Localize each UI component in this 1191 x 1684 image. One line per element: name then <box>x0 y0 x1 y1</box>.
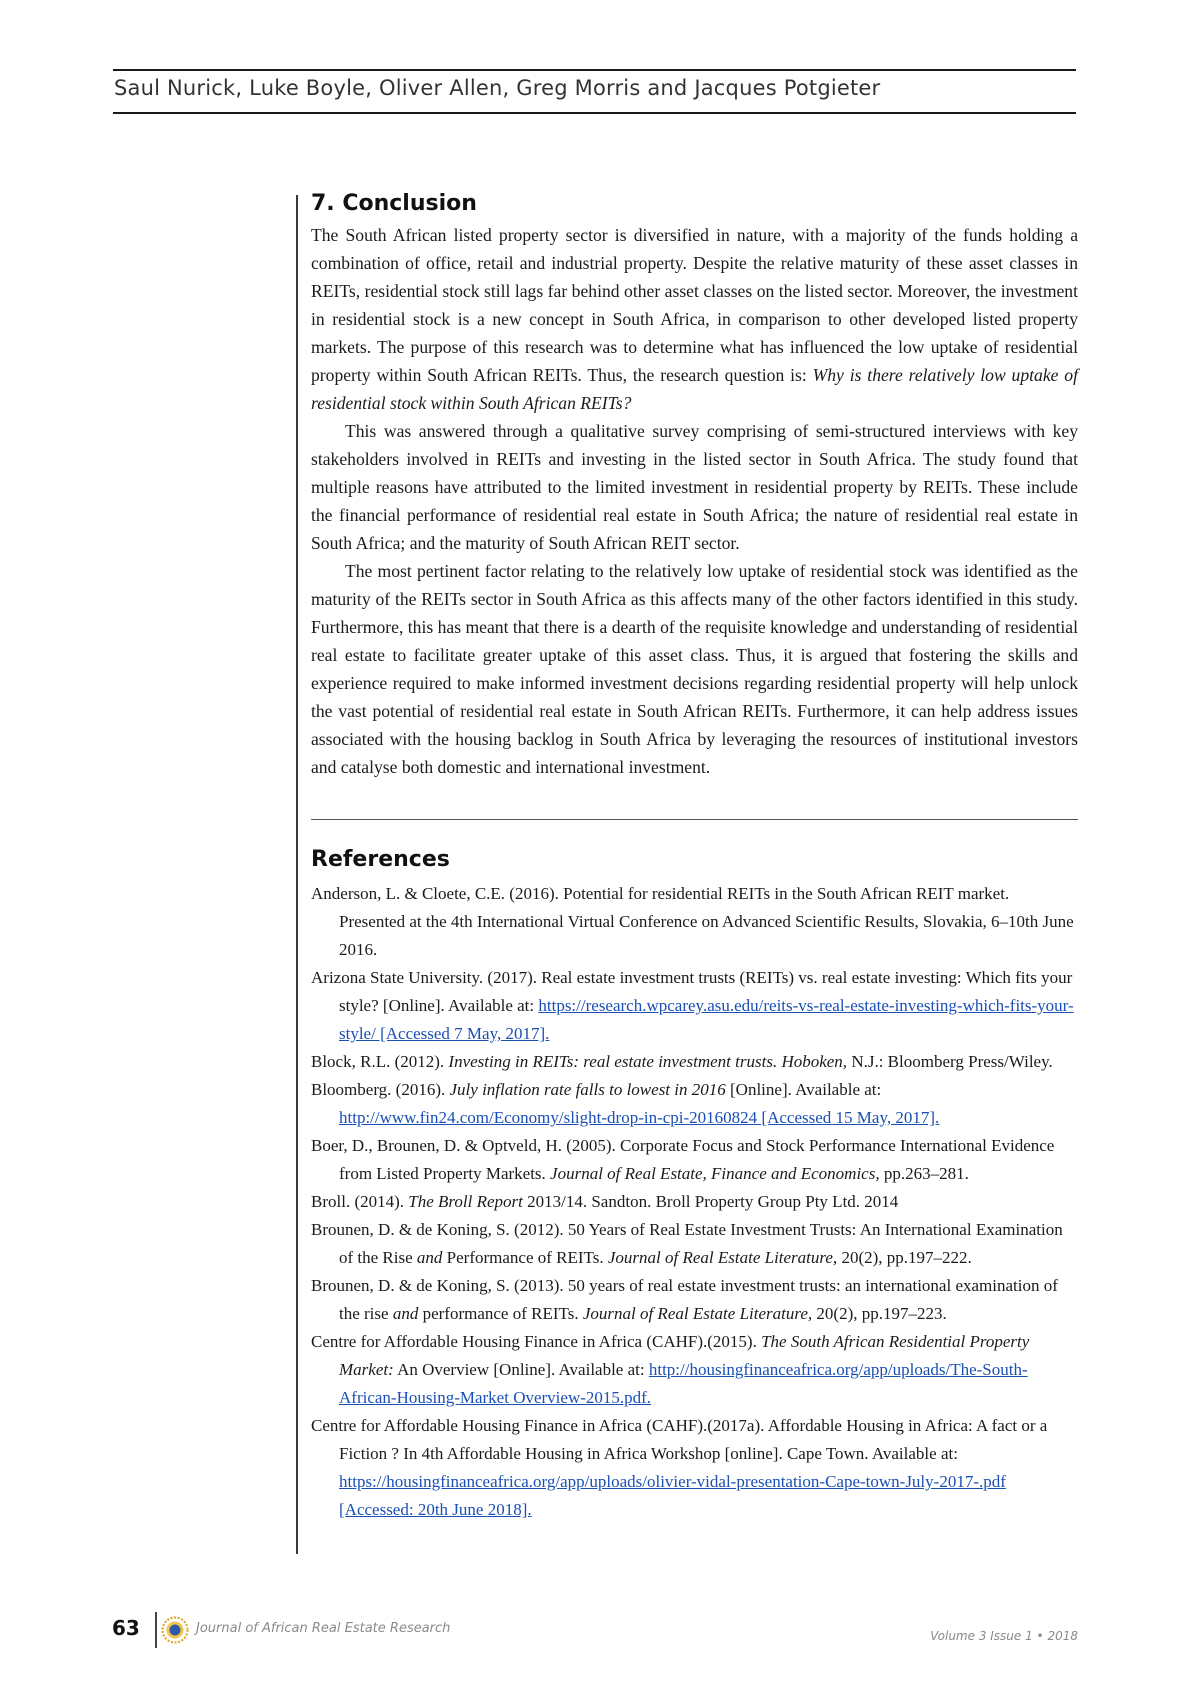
reference-link[interactable]: https://research.wpcarey.asu.edu/reits-vs-real-estate-investing-which-fits-your-style/ [Accessed 7 May, 2017]. <box>339 996 1074 1043</box>
references-list <box>311 880 1078 1524</box>
reference-text: 20(2), pp.197–222. <box>837 1248 972 1267</box>
reference-text: performance of REITs. <box>418 1304 583 1323</box>
reference-item <box>311 1216 1078 1272</box>
reference-text: [Online]. Available at: <box>725 1080 882 1099</box>
reference-title: July inflation rate falls to lowest in 2016 <box>449 1080 726 1099</box>
reference-journal: Journal of Real Estate, Finance and Economics, <box>550 1164 880 1183</box>
reference-text: Bloomberg. (2016). <box>311 1080 450 1099</box>
main-content <box>311 190 1078 1524</box>
reference-item <box>311 964 1078 1048</box>
reference-item <box>311 1272 1078 1328</box>
reference-journal: Journal of Real Estate Literature, <box>582 1304 813 1323</box>
conclusion-heading: 7. Conclusion <box>311 191 477 216</box>
reference-link[interactable]: http://housingfinanceafrica.org/app/uploads/The-South-African-Housing-Market Overview-2015.pdf. <box>339 1360 1028 1407</box>
reference-item <box>311 880 1078 964</box>
reference-text: Block, R.L. (2012). <box>311 1052 449 1071</box>
reference-text: Anderson, L. & Cloete, C.E. (2016). Potential for residential REITs in the South African REIT market. Presented at the 4th International Virtual Conference on Advanced Scientific Results, Slovakia, 6–10th June 2016. <box>311 884 1074 959</box>
reference-text: 20(2), pp.197–223. <box>812 1304 947 1323</box>
header-rule-top <box>113 69 1076 71</box>
reference-item <box>311 1132 1078 1188</box>
reference-text: Arizona State University. (2017). Real estate investment trusts (REITs) vs. real estate investing: Which fits your style? [Online]. Available at: <box>311 968 1073 1015</box>
journal-logo-icon <box>161 1616 189 1644</box>
reference-item <box>311 1328 1078 1412</box>
reference-text: An Overview [Online]. Available at: <box>393 1360 649 1379</box>
reference-text: Centre for Affordable Housing Finance in Africa (CAHF).(2017a). Affordable Housing in Africa: A fact or a Fiction ? In 4th Affordable Housing in Africa Workshop [online]. Cape Town. Available at: <box>311 1416 1048 1463</box>
reference-title: Investing in REITs: real estate investment trusts. Hoboken, <box>448 1052 848 1071</box>
reference-item <box>311 1048 1078 1076</box>
page-number: 63 <box>112 1616 140 1640</box>
reference-text: Boer, D., Brounen, D. & Optveld, H. (2005). Corporate Focus and Stock Performance International Evidence from Listed Property Markets. <box>311 1136 1055 1183</box>
section-divider <box>311 819 1078 820</box>
header-rule-bottom <box>113 112 1076 114</box>
reference-item <box>311 1412 1078 1524</box>
reference-item <box>311 1076 1078 1132</box>
reference-text: Brounen, D. & de Koning, S. (2012). 50 Years of Real Estate Investment Trusts: An International Examination of the Rise <box>311 1220 1063 1267</box>
footer-journal-name: Journal of African Real Estate Research <box>196 1621 451 1636</box>
reference-text: Brounen, D. & de Koning, S. (2013). 50 years of real estate investment trusts: an international examination of the rise <box>311 1276 1058 1323</box>
reference-text: Broll. (2014). <box>311 1192 409 1211</box>
reference-text: Centre for Affordable Housing Finance in Africa (CAHF).(2015). <box>311 1332 762 1351</box>
reference-link[interactable]: https://housingfinanceafrica.org/app/uploads/olivier-vidal-presentation-Cape-town-July-2017-.pdf [Accessed: 20th June 2018]. <box>339 1472 1006 1519</box>
reference-text: N.J.: Bloomberg Press/Wiley. <box>847 1052 1053 1071</box>
reference-title: The Broll Report <box>408 1192 523 1211</box>
footer-divider <box>155 1612 157 1648</box>
research-question: Why is there relatively low uptake of residential stock within South African REITs? <box>311 365 1078 413</box>
conclusion-paragraph-2: This was answered through a qualitative survey comprising of semi-structured interviews with key stakeholders involved in REITs and investing in the listed sector in South Africa. The study found that multiple reasons have attributed to the limited investment in residential property by REITs. These include the financial performance of residential real estate in South Africa; the nature of residential real estate in South Africa; and the maturity of South African REIT sector. <box>311 421 1078 553</box>
reference-text: Performance of REITs. <box>442 1248 608 1267</box>
reference-text: 2013/14. Sandton. Broll Property Group Pty Ltd. 2014 <box>522 1192 899 1211</box>
margin-rule <box>296 195 298 1554</box>
conclusion-paragraph-1 <box>311 221 1078 417</box>
references-heading: References <box>311 847 450 872</box>
conclusion-paragraph-3: The most pertinent factor relating to the relatively low uptake of residential stock was identified as the maturity of the REITs sector in South Africa as this affects many of the other factors identified in this study. Furthermore, this has meant that there is a dearth of the requisite knowledge and understanding of residential real estate to facilitate greater uptake of this asset class. Thus, it is argued that fostering the skills and experience required to make informed investment decisions regarding residential property will help unlock the vast potential of residential real estate in South African REITs. Furthermore, it can help address issues associated with the housing backlog in South Africa by leveraging the resources of institutional investors and catalyse both domestic and international investment. <box>311 561 1078 777</box>
reference-text: pp.263–281. <box>879 1164 969 1183</box>
reference-link[interactable]: http://www.fin24.com/Economy/slight-drop-in-cpi-20160824 [Accessed 15 May, 2017]. <box>339 1108 940 1127</box>
reference-item <box>311 1188 1078 1216</box>
reference-title: The South African Residential Property Market: <box>339 1332 1030 1379</box>
reference-emphasis: and <box>416 1248 443 1267</box>
footer-volume: Volume 3 Issue 1 • 2018 <box>930 1629 1078 1643</box>
reference-journal: Journal of Real Estate Literature, <box>607 1248 838 1267</box>
running-header-authors: Saul Nurick, Luke Boyle, Oliver Allen, Greg Morris and Jacques Potgieter <box>114 76 881 100</box>
conclusion-p1-text: The South African listed property sector is diversified in nature, with a majority of the funds holding a combination of office, retail and industrial property. Despite the relative maturity of these asset classes in REITs, residential stock still lags far behind other asset classes on the listed sector. Moreover, the investment in residential stock is a new concept in South Africa, in comparison to other developed listed property markets. The purpose of this research was to determine what has influenced the low uptake of residential property within South African REITs. Thus, the research question is: <box>311 225 1078 385</box>
reference-emphasis: and <box>392 1304 419 1323</box>
